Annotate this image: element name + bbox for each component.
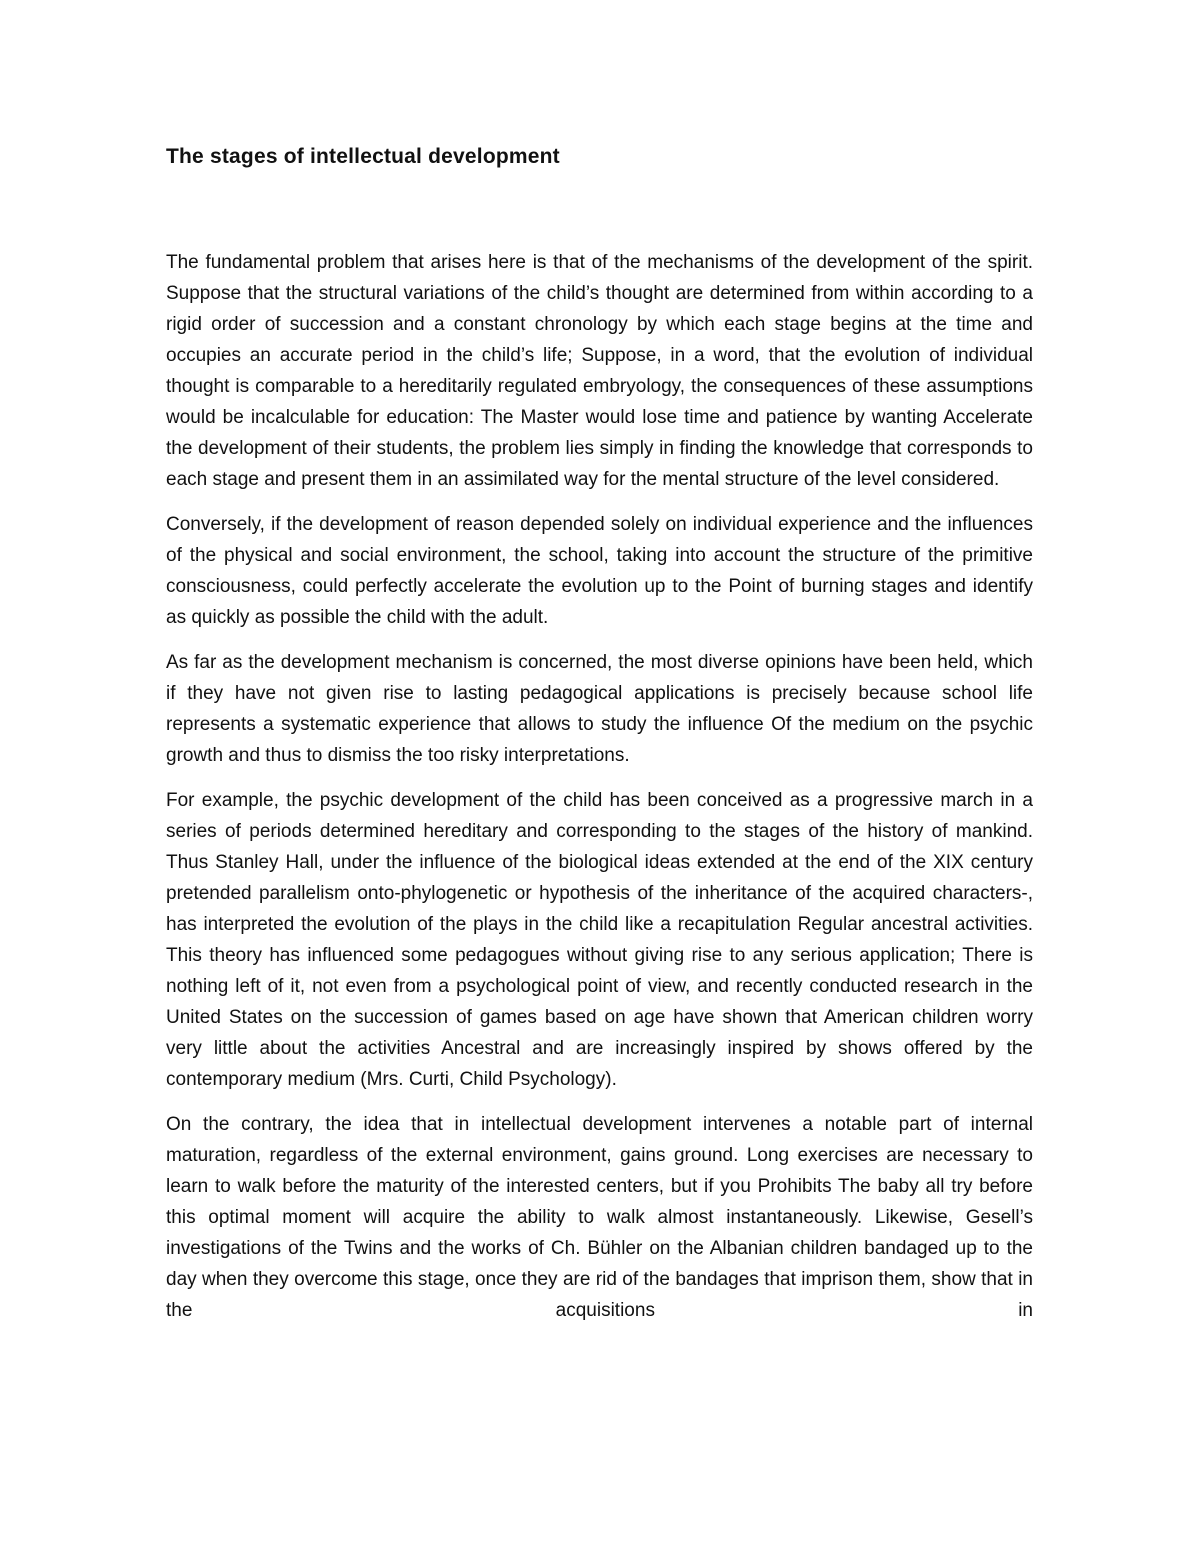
paragraph: As far as the development mechanism is concerned, the most diverse opinions have been held, which if they have not given rise to lasting pedagogical applications is precisely because school life represents a systematic experience that allows to study the influence Of the medium on the psychic growth and thus to dismiss the too risky interpretations. [166, 652, 1033, 766]
document-body [166, 137, 1033, 1340]
paragraph: Conversely, if the development of reason depended solely on individual experience and the influences of the physical and social environment, the school, taking into account the structure of the primitive consciousness, could perfectly accelerate the evolution up to the Point of burning stages and identify as quickly as possible the child with the adult. [166, 514, 1033, 628]
paragraph: The fundamental problem that arises here is that of the mechanisms of the development of the spirit. Suppose that the structural variations of the child’s thought are determined from within according to a rigid order of succession and a constant chronology by which each stage begins at the time and occupies an accurate period in the child’s life; Suppose, in a word, that the evolution of individual thought is comparable to a hereditarily regulated embryology, the consequences of these assumptions would be incalculable for education: The Master would lose time and patience by wanting Accelerate the development of their students, the problem lies simply in finding the knowledge that corresponds to each stage and present them in an assimilated way for the mental structure of the level considered. [166, 252, 1033, 490]
document-title: The stages of intellectual development [166, 145, 560, 168]
paragraph: On the contrary, the idea that in intellectual development intervenes a notable part of internal maturation, regardless of the external environment, gains ground. Long exercises are necessary to learn to walk before the maturity of the interested centers, but if you Prohibits The baby all try before this optimal moment will acquire the ability to walk almost instantaneously. Likewise, Gesell’s investigations of the Twins and the works of Ch. Bühler on the Albanian children bandaged up to the day when they overcome this stage, once they are rid of the bandages that imprison them, show that in the acquisitions in [166, 1114, 1033, 1321]
paragraph: For example, the psychic development of the child has been conceived as a progressive march in a series of periods determined hereditary and corresponding to the stages of the history of mankind. Thus Stanley Hall, under the influence of the biological ideas extended at the end of the XIX century pretended parallelism onto-phylogenetic or hypothesis of the inheritance of the acquired characters-, has interpreted the evolution of the plays in the child like a recapitulation Regular ancestral activities. This theory has influenced some pedagogues without giving rise to any serious application; There is nothing left of it, not even from a psychological point of view, and recently conducted research in the United States on the succession of games based on age have shown that American children worry very little about the activities Ancestral and are increasingly inspired by shows offered by the contemporary medium (Mrs. Curti, Child Psychology). [166, 790, 1033, 1090]
